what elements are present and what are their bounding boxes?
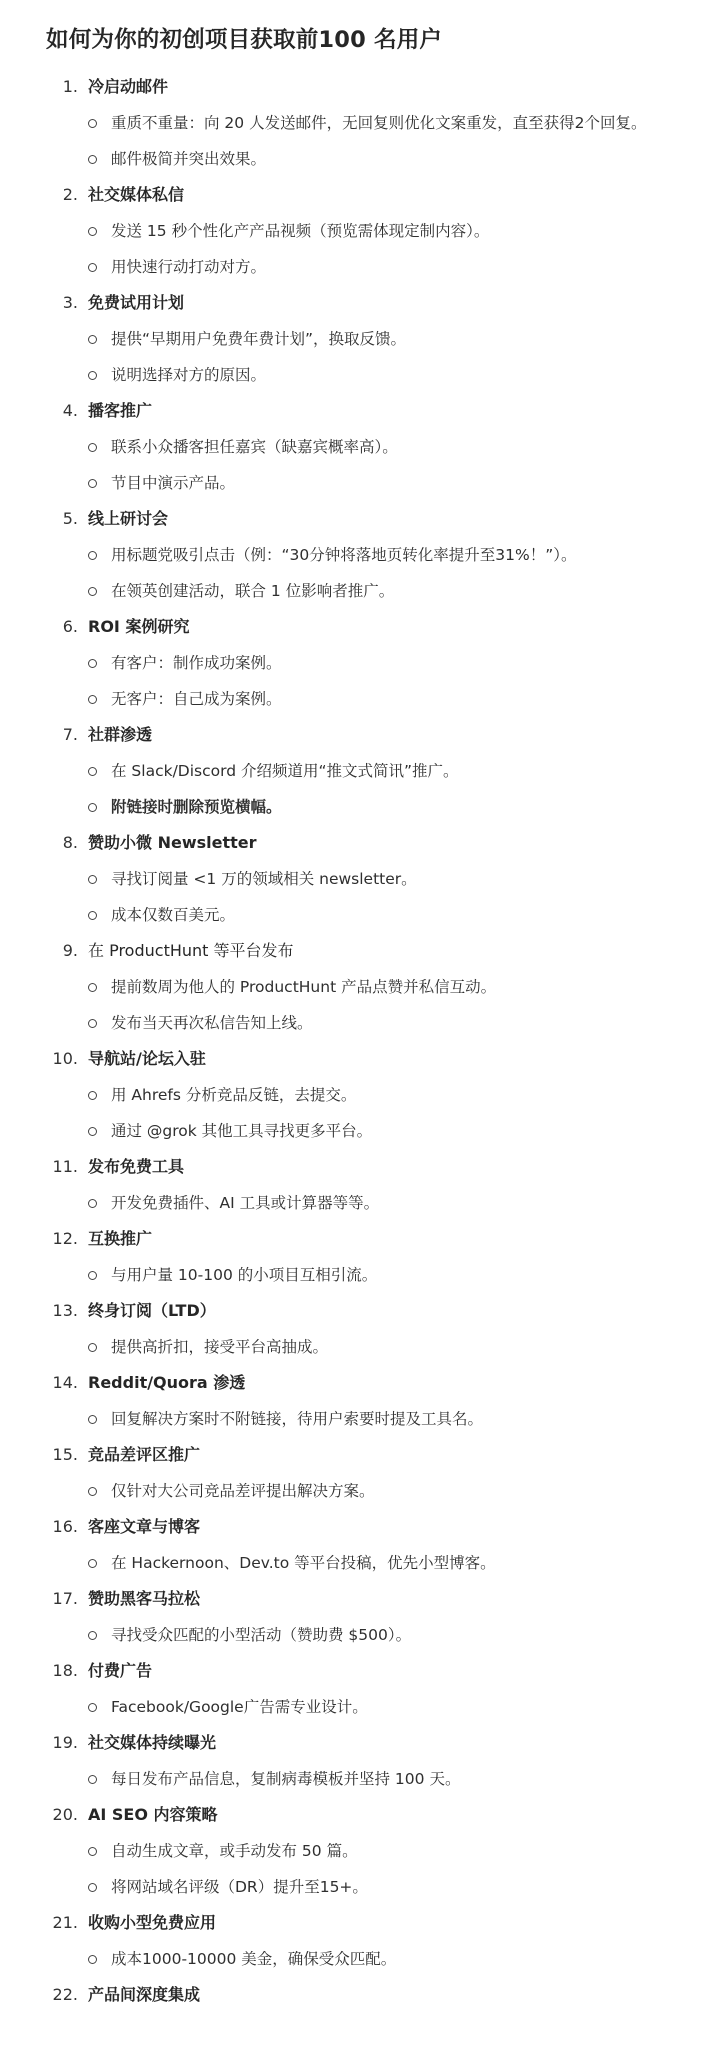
sub-list-item	[46, 429, 691, 465]
hollow-circle-bullet-icon	[88, 803, 97, 812]
step-title: 互换推广	[88, 1229, 153, 1248]
hollow-circle-bullet-icon	[88, 1883, 97, 1892]
sub-list-item	[46, 645, 691, 681]
hollow-circle-bullet-icon	[88, 155, 97, 164]
hollow-circle-bullet-icon	[88, 335, 97, 344]
sub-list-item	[46, 1869, 691, 1905]
sub-item-text: 成本仅数百美元。	[111, 906, 236, 924]
sub-item-text: 与用户量 10-100 的小项目互相引流。	[111, 1266, 378, 1284]
list-item	[46, 1653, 691, 1725]
step-title: 免费试用计划	[88, 293, 185, 312]
sub-list	[46, 1545, 691, 1581]
step-number: 7.	[62, 725, 78, 744]
sub-list	[46, 1257, 691, 1293]
sub-list	[46, 213, 691, 285]
sub-item-text: 寻找受众匹配的小型活动（赞助费 $500）。	[111, 1626, 412, 1644]
step-number: 1.	[62, 77, 78, 96]
sub-item-text: 发送 15 秒个性化产产品视频（预览需体现定制内容）。	[111, 222, 490, 240]
sub-item-text: 提供“早期用户免费年费计划”，换取反馈。	[111, 330, 407, 348]
sub-list-item	[46, 465, 691, 501]
sub-list-item	[46, 1833, 691, 1869]
list-item	[46, 1509, 691, 1581]
hollow-circle-bullet-icon	[88, 1703, 97, 1712]
step-heading	[46, 1149, 691, 1185]
hollow-circle-bullet-icon	[88, 1343, 97, 1352]
step-number: 10.	[52, 1049, 78, 1068]
step-title: 产品间深度集成	[88, 1985, 201, 2004]
sub-list	[46, 1833, 691, 1905]
hollow-circle-bullet-icon	[88, 875, 97, 884]
sub-list-item	[46, 1689, 691, 1725]
sub-list-item	[46, 753, 691, 789]
hollow-circle-bullet-icon	[88, 659, 97, 668]
list-item	[46, 933, 691, 1041]
sub-list	[46, 1473, 691, 1509]
sub-list-item	[46, 321, 691, 357]
step-title: 竞品差评区推广	[88, 1445, 201, 1464]
sub-list-item	[46, 105, 691, 141]
sub-list-item	[46, 1257, 691, 1293]
step-number: 18.	[52, 1661, 78, 1680]
sub-item-text: 在 Slack/Discord 介绍频道用“推文式简讯”推广。	[111, 762, 459, 780]
sub-list-item	[46, 573, 691, 609]
sub-list-item	[46, 969, 691, 1005]
list-item	[46, 69, 691, 177]
sub-item-text: 在 Hackernoon、Dev.to 等平台投稿，优先小型博客。	[111, 1554, 496, 1572]
step-heading	[46, 393, 691, 429]
step-title: 客座文章与博客	[88, 1517, 201, 1536]
list-item	[46, 1905, 691, 1977]
sub-list	[46, 1617, 691, 1653]
sub-list-item	[46, 1401, 691, 1437]
sub-list-item	[46, 789, 691, 825]
list-item	[46, 825, 691, 933]
step-heading	[46, 501, 691, 537]
step-number: 11.	[52, 1157, 78, 1176]
sub-list-item	[46, 1113, 691, 1149]
step-title: Reddit/Quora 渗透	[88, 1373, 246, 1392]
sub-item-text: 通过 @grok 其他工具寻找更多平台。	[111, 1122, 373, 1140]
sub-item-text: Facebook/Google广告需专业设计。	[111, 1698, 368, 1716]
sub-item-text: 将网站域名评级（DR）提升至15+。	[111, 1878, 368, 1896]
hollow-circle-bullet-icon	[88, 1415, 97, 1424]
step-number: 12.	[52, 1229, 78, 1248]
step-number: 14.	[52, 1373, 78, 1392]
sub-item-text: 自动生成文章，或手动发布 50 篇。	[111, 1842, 358, 1860]
step-heading	[46, 1293, 691, 1329]
sub-item-text: 提供高折扣，接受平台高抽成。	[111, 1338, 329, 1356]
sub-list	[46, 1689, 691, 1725]
step-title: 终身订阅（LTD）	[88, 1301, 216, 1320]
list-item	[46, 1797, 691, 1905]
sub-list	[46, 969, 691, 1041]
hollow-circle-bullet-icon	[88, 1775, 97, 1784]
hollow-circle-bullet-icon	[88, 1487, 97, 1496]
sub-list	[46, 1761, 691, 1797]
hollow-circle-bullet-icon	[88, 263, 97, 272]
hollow-circle-bullet-icon	[88, 227, 97, 236]
step-heading	[46, 1653, 691, 1689]
step-title: 收购小型免费应用	[88, 1913, 217, 1932]
sub-list-item	[46, 1005, 691, 1041]
step-heading	[46, 1041, 691, 1077]
list-item	[46, 1437, 691, 1509]
sub-list	[46, 321, 691, 393]
hollow-circle-bullet-icon	[88, 1091, 97, 1100]
sub-item-text: 附链接时删除预览横幅。	[111, 798, 282, 816]
strategy-list	[46, 69, 691, 2013]
sub-list-item	[46, 357, 691, 393]
sub-item-text: 用标题党吸引点击（例：“30分钟将落地页转化率提升至31%！”）。	[111, 546, 577, 564]
sub-list-item	[46, 1545, 691, 1581]
step-title: ROI 案例研究	[88, 617, 190, 636]
sub-list-item	[46, 1473, 691, 1509]
step-number: 8.	[62, 833, 78, 852]
step-heading	[46, 933, 691, 969]
sub-item-text: 重质不重量：向 20 人发送邮件，无回复则优化文案重发，直至获得2个回复。	[111, 114, 647, 132]
list-item	[46, 1293, 691, 1365]
sub-item-text: 仅针对大公司竞品差评提出解决方案。	[111, 1482, 375, 1500]
sub-list	[46, 105, 691, 177]
step-title: 发布免费工具	[88, 1157, 185, 1176]
step-heading	[46, 1221, 691, 1257]
step-number: 6.	[62, 617, 78, 636]
step-title: 社交媒体持续曝光	[88, 1733, 217, 1752]
step-heading	[46, 609, 691, 645]
sub-list-item	[46, 141, 691, 177]
hollow-circle-bullet-icon	[88, 479, 97, 488]
hollow-circle-bullet-icon	[88, 1559, 97, 1568]
step-title: AI SEO 内容策略	[88, 1805, 218, 1824]
step-title: 赞助小微 Newsletter	[88, 833, 257, 852]
sub-list	[46, 1401, 691, 1437]
hollow-circle-bullet-icon	[88, 443, 97, 452]
step-title: 在 ProductHunt 等平台发布	[88, 941, 294, 960]
step-heading	[46, 1365, 691, 1401]
step-number: 16.	[52, 1517, 78, 1536]
sub-list-item	[46, 213, 691, 249]
hollow-circle-bullet-icon	[88, 767, 97, 776]
hollow-circle-bullet-icon	[88, 1199, 97, 1208]
list-item	[46, 1581, 691, 1653]
sub-list-item	[46, 897, 691, 933]
step-number: 15.	[52, 1445, 78, 1464]
sub-item-text: 提前数周为他人的 ProductHunt 产品点赞并私信互动。	[111, 978, 497, 996]
step-heading	[46, 825, 691, 861]
step-heading	[46, 1437, 691, 1473]
sub-list	[46, 537, 691, 609]
hollow-circle-bullet-icon	[88, 371, 97, 380]
step-number: 19.	[52, 1733, 78, 1752]
step-title: 社交媒体私信	[88, 185, 185, 204]
sub-list	[46, 753, 691, 825]
sub-list	[46, 429, 691, 501]
hollow-circle-bullet-icon	[88, 1127, 97, 1136]
sub-item-text: 寻找订阅量 <1 万的领域相关 newsletter。	[111, 870, 417, 888]
sub-item-text: 成本1000-10000 美金，确保受众匹配。	[111, 1950, 397, 1968]
sub-list-item	[46, 1941, 691, 1977]
step-title: 播客推广	[88, 401, 153, 420]
hollow-circle-bullet-icon	[88, 983, 97, 992]
page-title: 如何为你的初创项目获取前100 名用户	[46, 27, 443, 53]
step-number: 3.	[62, 293, 78, 312]
step-number: 5.	[62, 509, 78, 528]
step-heading	[46, 1905, 691, 1941]
sub-list-item	[46, 1329, 691, 1365]
list-item	[46, 1725, 691, 1797]
step-heading	[46, 1509, 691, 1545]
list-item	[46, 177, 691, 285]
list-item	[46, 285, 691, 393]
list-item	[46, 1221, 691, 1293]
sub-item-text: 邮件极简并突出效果。	[111, 150, 267, 168]
hollow-circle-bullet-icon	[88, 1631, 97, 1640]
sub-item-text: 开发免费插件、AI 工具或计算器等等。	[111, 1194, 380, 1212]
sub-list-item	[46, 1185, 691, 1221]
sub-list-item	[46, 249, 691, 285]
step-number: 17.	[52, 1589, 78, 1608]
sub-item-text: 每日发布产品信息，复制病毒模板并坚持 100 天。	[111, 1770, 461, 1788]
sub-item-text: 用快速行动打动对方。	[111, 258, 267, 276]
hollow-circle-bullet-icon	[88, 119, 97, 128]
step-heading	[46, 1581, 691, 1617]
sub-item-text: 说明选择对方的原因。	[111, 366, 267, 384]
list-item	[46, 609, 691, 717]
list-item	[46, 1977, 691, 2013]
list-item	[46, 501, 691, 609]
step-title: 社群渗透	[88, 725, 153, 744]
sub-list-item	[46, 1761, 691, 1797]
step-number: 21.	[52, 1913, 78, 1932]
sub-item-text: 用 Ahrefs 分析竞品反链，去提交。	[111, 1086, 357, 1104]
step-number: 9.	[62, 941, 78, 960]
hollow-circle-bullet-icon	[88, 1955, 97, 1964]
sub-item-text: 在领英创建活动，联合 1 位影响者推广。	[111, 582, 395, 600]
hollow-circle-bullet-icon	[88, 1271, 97, 1280]
step-heading	[46, 1725, 691, 1761]
sub-list-item	[46, 1077, 691, 1113]
step-title: 线上研讨会	[88, 509, 169, 528]
step-heading	[46, 1977, 691, 2013]
list-item	[46, 717, 691, 825]
step-number: 20.	[52, 1805, 78, 1824]
step-heading	[46, 285, 691, 321]
step-number: 4.	[62, 401, 78, 420]
sub-list	[46, 1329, 691, 1365]
hollow-circle-bullet-icon	[88, 1847, 97, 1856]
sub-item-text: 节目中演示产品。	[111, 474, 236, 492]
sub-item-text: 联系小众播客担任嘉宾（缺嘉宾概率高）。	[111, 438, 398, 456]
hollow-circle-bullet-icon	[88, 551, 97, 560]
list-item	[46, 1149, 691, 1221]
sub-list	[46, 1185, 691, 1221]
sub-item-text: 发布当天再次私信告知上线。	[111, 1014, 313, 1032]
sub-list	[46, 1941, 691, 1977]
step-heading	[46, 177, 691, 213]
sub-list	[46, 1077, 691, 1149]
step-number: 2.	[62, 185, 78, 204]
step-heading	[46, 717, 691, 753]
sub-list-item	[46, 861, 691, 897]
step-title: 导航站/论坛入驻	[88, 1049, 206, 1068]
step-title: 冷启动邮件	[88, 77, 169, 96]
sub-list-item	[46, 681, 691, 717]
hollow-circle-bullet-icon	[88, 1019, 97, 1028]
hollow-circle-bullet-icon	[88, 587, 97, 596]
sub-item-text: 有客户：制作成功案例。	[111, 654, 282, 672]
sub-item-text: 回复解决方案时不附链接，待用户索要时提及工具名。	[111, 1410, 484, 1428]
step-heading	[46, 1797, 691, 1833]
step-title: 付费广告	[88, 1661, 153, 1680]
step-number: 22.	[52, 1985, 78, 2004]
list-item	[46, 1365, 691, 1437]
step-number: 13.	[52, 1301, 78, 1320]
hollow-circle-bullet-icon	[88, 695, 97, 704]
step-heading	[46, 69, 691, 105]
sub-list	[46, 645, 691, 717]
list-item	[46, 393, 691, 501]
sub-list-item	[46, 1617, 691, 1653]
step-title: 赞助黑客马拉松	[88, 1589, 201, 1608]
sub-item-text: 无客户：自己成为案例。	[111, 690, 282, 708]
list-item	[46, 1041, 691, 1149]
sub-list	[46, 861, 691, 933]
sub-list-item	[46, 537, 691, 573]
hollow-circle-bullet-icon	[88, 911, 97, 920]
